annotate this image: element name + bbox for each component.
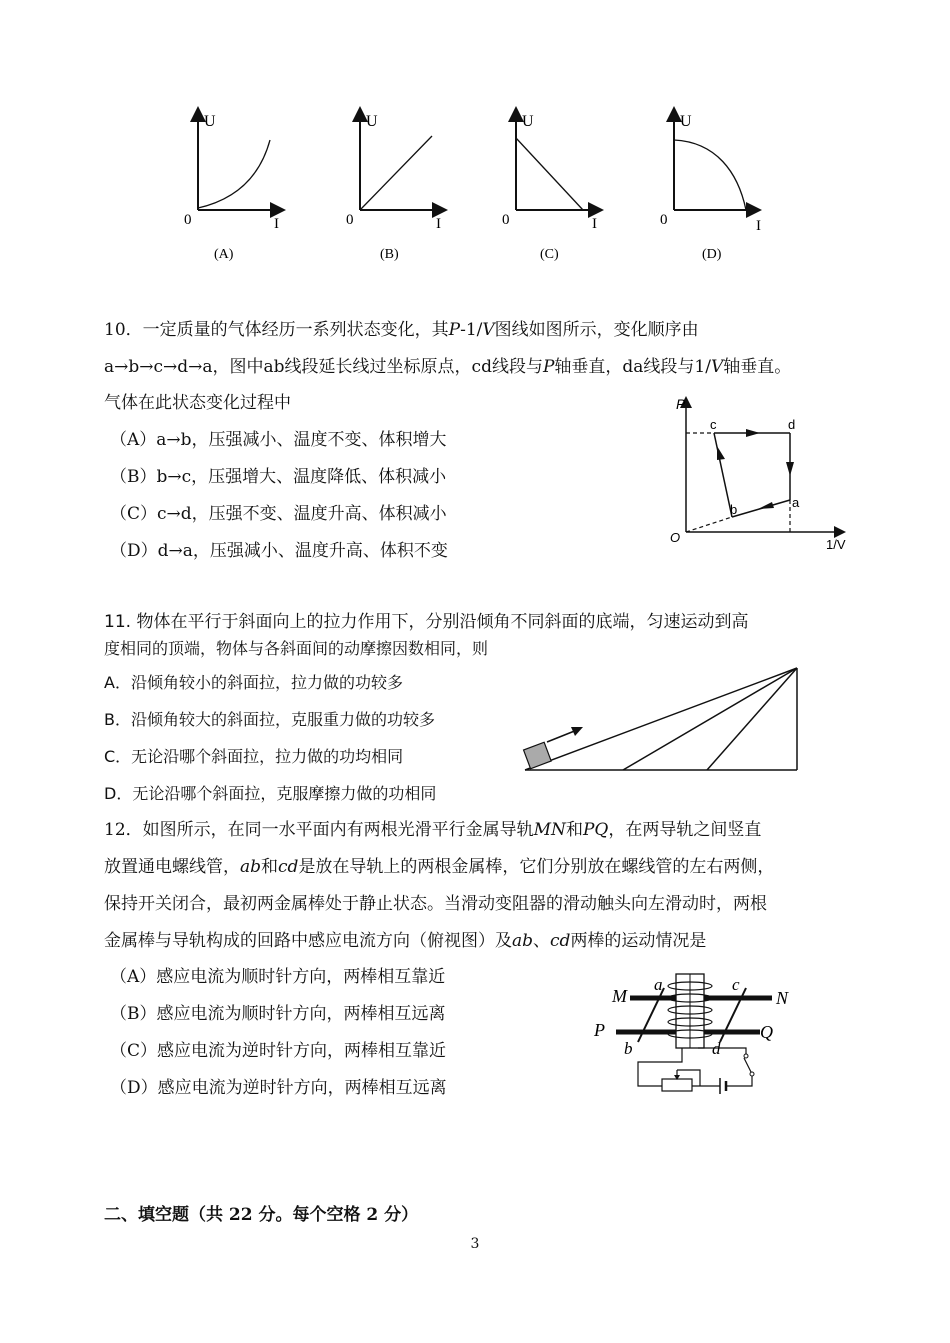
axis-u-a: U bbox=[204, 113, 216, 130]
q10-axis-x: 1/V bbox=[826, 537, 846, 552]
axis-u-b: U bbox=[366, 113, 378, 130]
label-n: N bbox=[776, 988, 789, 1008]
label-c: (C) bbox=[540, 247, 559, 262]
switch bbox=[744, 1058, 752, 1074]
section-2-heading: 二、填空题（共 22 分。每个空格 2 分） bbox=[104, 1205, 419, 1225]
q10-point-a: a bbox=[792, 495, 800, 510]
origin-b: 0 bbox=[346, 212, 354, 228]
q11-option-d: D．无论沿哪个斜面拉，克服摩擦力做的功相同 bbox=[104, 784, 437, 803]
origin-d: 0 bbox=[660, 212, 668, 228]
q12-line-2: 放置通电螺线管，ab和cd是放在导轨上的两根金属棒，它们分别放在螺线管的左右两侧， bbox=[104, 857, 775, 877]
q12-line-4: 金属棒与导轨构成的回路中感应电流方向（俯视图）及ab、cd两棒的运动情况是 bbox=[104, 931, 707, 951]
q11-incline-figure bbox=[515, 660, 805, 780]
label-a: a bbox=[654, 975, 663, 994]
q12-option-a: （A）感应电流为顺时针方向，两棒相互靠近 bbox=[110, 967, 446, 987]
label-q: Q bbox=[760, 1022, 773, 1042]
q11-block bbox=[524, 742, 552, 768]
label-d: d bbox=[712, 1039, 721, 1058]
q10-point-b: b bbox=[730, 502, 738, 517]
q10-pv-figure bbox=[660, 390, 860, 560]
curve-a bbox=[198, 140, 270, 208]
axis-i-c: I bbox=[592, 216, 597, 232]
graph-b bbox=[346, 113, 441, 262]
axis-i-a: I bbox=[274, 216, 279, 232]
q9-graphs-figure bbox=[170, 100, 790, 275]
q12-rail-figure bbox=[590, 968, 810, 1108]
axis-u-c: U bbox=[522, 113, 534, 130]
origin-c: 0 bbox=[502, 212, 510, 228]
axis-i-d: I bbox=[756, 218, 761, 234]
q10-option-a: （A）a→b，压强减小、温度不变、体积增大 bbox=[110, 430, 447, 450]
label-a: (A) bbox=[214, 247, 234, 262]
q10-line-3: 气体在此状态变化过程中 bbox=[104, 393, 291, 413]
q10-axis-p: P bbox=[676, 396, 686, 412]
q10-option-c: （C）c→d，压强不变、温度升高、体积减小 bbox=[110, 504, 447, 524]
q10-line-1: 10．一定质量的气体经历一系列状态变化，其P-1/V图线如图所示，变化顺序由 bbox=[104, 320, 699, 340]
q11-line-2: 度相同的顶端，物体与各斜面间的动摩擦因数相同，则 bbox=[104, 639, 489, 658]
line-b bbox=[360, 136, 432, 210]
q10-origin: O bbox=[670, 530, 681, 545]
curve-d bbox=[674, 140, 746, 210]
graph-c bbox=[502, 113, 597, 262]
label-b: (B) bbox=[380, 247, 399, 262]
q10-point-d: d bbox=[788, 417, 796, 432]
rheostat bbox=[662, 1079, 692, 1091]
label-m: M bbox=[612, 986, 627, 1006]
graph-d bbox=[660, 113, 761, 262]
page-number: 3 bbox=[470, 1236, 480, 1252]
q12-line-3: 保持开关闭合，最初两金属棒处于静止状态。当滑动变阻器的滑动触头向左滑动时，两根 bbox=[104, 894, 767, 914]
q11-option-a: A．沿倾角较小的斜面拉，拉力做的功较多 bbox=[104, 673, 403, 692]
q12-line-1: 12．如图所示，在同一水平面内有两根光滑平行金属导轨MN和PQ，在两导轨之间竖直 bbox=[104, 820, 762, 840]
q11-line-1: 11. 物体在平行于斜面向上的拉力作用下，分别沿倾角不同斜面的底端，匀速运动到高 bbox=[104, 612, 749, 632]
q11-option-b: B．沿倾角较大的斜面拉，克服重力做的功较多 bbox=[104, 710, 435, 729]
graph-a bbox=[184, 113, 279, 262]
label-c: c bbox=[732, 975, 740, 994]
origin-a: 0 bbox=[184, 212, 192, 228]
q12-option-b: （B）感应电流为顺时针方向，两棒相互远离 bbox=[110, 1004, 446, 1024]
q11-option-c: C．无论沿哪个斜面拉，拉力做的功均相同 bbox=[104, 747, 404, 766]
q12-option-d: （D）感应电流为逆时针方向，两棒相互远离 bbox=[110, 1078, 447, 1098]
q10-option-d: （D）d→a，压强减小、温度升高、体积不变 bbox=[110, 541, 448, 561]
label-d: (D) bbox=[702, 247, 722, 262]
q10-point-c: c bbox=[710, 417, 717, 432]
q10-option-b: （B）b→c，压强增大、温度降低、体积减小 bbox=[110, 467, 447, 487]
label-b: b bbox=[624, 1039, 633, 1058]
axis-u-d: U bbox=[680, 113, 692, 130]
q10-line-2: a→b→c→d→a，图中ab线段延长线过坐标原点，cd线段与P轴垂直，da线段与1/V轴垂直。 bbox=[104, 357, 792, 377]
axis-i-b: I bbox=[436, 216, 441, 232]
label-p: P bbox=[594, 1020, 605, 1040]
line-c bbox=[516, 138, 583, 210]
q12-option-c: （C）感应电流为逆时针方向，两棒相互靠近 bbox=[110, 1041, 447, 1061]
